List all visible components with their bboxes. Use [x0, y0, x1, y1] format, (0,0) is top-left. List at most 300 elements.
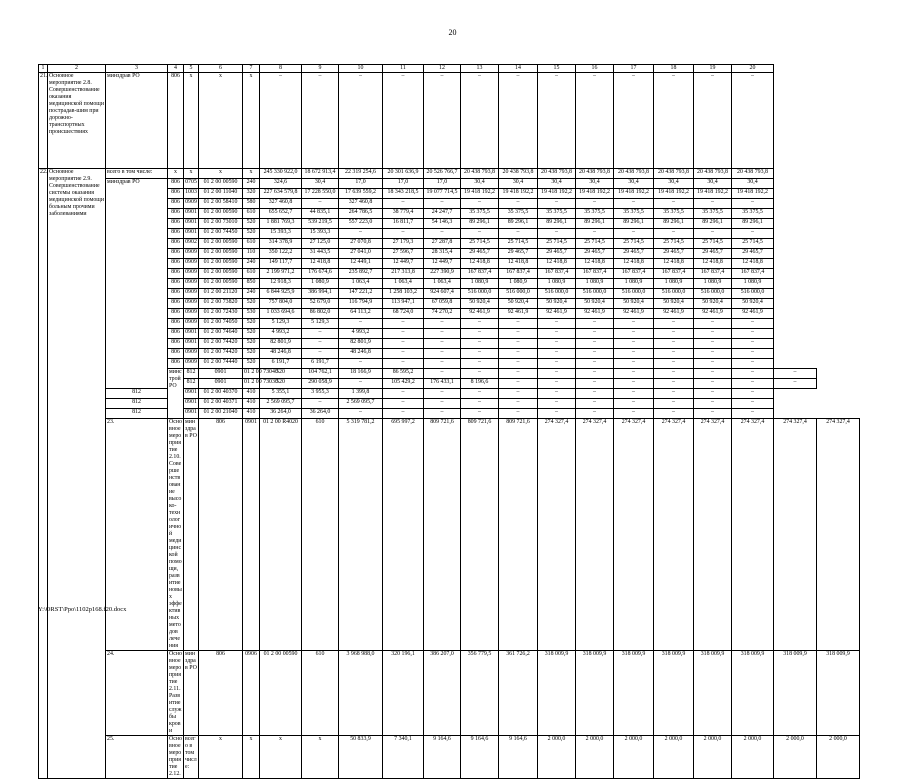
col-header: 11 [383, 65, 424, 73]
value-cell: 806 [168, 249, 184, 259]
value-cell: – [424, 319, 461, 329]
executor-cell: минздрав РО [106, 179, 168, 389]
value-cell: – [461, 329, 499, 339]
value-cell: 50 920,4 [654, 299, 694, 309]
value-cell: – [461, 339, 499, 349]
value-cell: – [538, 339, 576, 349]
value-cell: 19 418 192,2 [654, 189, 694, 199]
value-cell: 113 947,1 [383, 299, 424, 309]
value-cell: 89 296,1 [614, 219, 654, 229]
value-cell: – [383, 229, 424, 239]
value-cell: 12 449,1 [339, 259, 383, 269]
value-cell: 0909 [184, 289, 199, 299]
value-cell: 1 080,9 [654, 279, 694, 289]
value-cell: 167 837,4 [538, 269, 576, 279]
value-cell: 01 2 00 72430 [199, 309, 243, 319]
value-cell: 20 526 766,7 [424, 169, 461, 179]
value-cell: 110 [243, 249, 260, 259]
value-cell: 0909 [184, 279, 199, 289]
value-cell: – [461, 73, 499, 169]
value-cell: 19 418 192,2 [732, 189, 774, 199]
value-cell: 0705 [184, 179, 199, 189]
value-cell: – [461, 409, 499, 419]
value-cell: 25 714,5 [576, 239, 614, 249]
value-cell: 520 [243, 219, 260, 229]
value-cell: 30,4 [499, 179, 538, 189]
value-cell: 0901 [184, 329, 199, 339]
value-cell: 35 375,5 [614, 209, 654, 219]
value-cell: – [732, 369, 774, 379]
value-cell: 520 [243, 229, 260, 239]
value-cell: 6 844 925,9 [260, 289, 302, 299]
value-cell: 176 674,6 [302, 269, 339, 279]
value-cell: – [694, 73, 732, 169]
value-cell: 147 221,2 [339, 289, 383, 299]
value-cell: 92 461,9 [538, 309, 576, 319]
value-cell: 2 000,0 [576, 736, 614, 779]
value-cell: x [184, 73, 199, 169]
value-cell: 812 [106, 409, 168, 419]
value-cell: 86 802,0 [302, 309, 339, 319]
value-cell: – [538, 389, 576, 399]
value-cell: 64 113,2 [339, 309, 383, 319]
value-cell: 35 375,5 [654, 209, 694, 219]
value-cell: 30,4 [576, 179, 614, 189]
value-cell: 361 726,2 [499, 651, 538, 736]
table-row [39, 399, 860, 409]
value-cell: – [694, 369, 732, 379]
value-cell: – [774, 379, 817, 389]
value-cell: 2 199 971,2 [260, 269, 302, 279]
value-cell: 806 [168, 339, 184, 349]
value-cell: 27 070,8 [339, 239, 383, 249]
value-cell: 54 146,3 [424, 219, 461, 229]
value-cell: x [199, 73, 243, 169]
value-cell: 01 2 00 21120 [199, 289, 243, 299]
value-cell: 2 000,0 [614, 736, 654, 779]
value-cell: x [243, 73, 260, 169]
value-cell: 25 714,5 [499, 239, 538, 249]
value-cell: 318 009,9 [817, 651, 860, 736]
value-cell: 0901 [199, 379, 243, 389]
value-cell: 30,4 [538, 179, 576, 189]
value-cell: 01 2 00 74420 [199, 339, 243, 349]
value-cell: – [461, 359, 499, 369]
value-cell: 89 296,1 [694, 219, 732, 229]
value-cell: – [732, 199, 774, 209]
value-cell: 0901 [243, 419, 260, 651]
value-cell: 9 164,6 [461, 736, 499, 779]
value-cell: – [654, 369, 694, 379]
value-cell: 17 228 550,0 [302, 189, 339, 199]
value-cell: 5 319 781,2 [339, 419, 383, 651]
value-cell: 7 340,1 [383, 736, 424, 779]
value-cell: 29 465,7 [732, 249, 774, 259]
value-cell: 516 000,0 [614, 289, 654, 299]
value-cell: – [732, 73, 774, 169]
value-cell: 695 997,2 [383, 419, 424, 651]
value-cell: – [614, 329, 654, 339]
value-cell: – [538, 359, 576, 369]
value-cell: 610 [302, 419, 339, 651]
value-cell: 6 191,7 [260, 359, 302, 369]
col-header: 16 [576, 65, 614, 73]
value-cell: 264 786,5 [339, 209, 383, 219]
value-cell: 516 000,0 [538, 289, 576, 299]
value-cell: – [576, 339, 614, 349]
value-cell: 30,4 [732, 179, 774, 189]
value-cell: 410 [243, 399, 260, 409]
value-cell: 2 000,0 [817, 736, 860, 779]
value-cell: – [302, 399, 339, 409]
value-cell: 17,0 [383, 179, 424, 189]
value-cell: – [694, 199, 732, 209]
value-cell: 18 672 913,4 [302, 169, 339, 179]
value-cell: 0901 [199, 369, 243, 379]
value-cell: 274 327,4 [694, 419, 732, 651]
value-cell: 01 2 00 00590 [260, 651, 302, 736]
value-cell: 12 449,7 [424, 259, 461, 269]
value-cell: 1 080,9 [694, 279, 732, 289]
value-cell: 2 569 095,7 [260, 399, 302, 409]
value-cell: 806 [168, 259, 184, 269]
value-cell: 240 [243, 289, 260, 299]
value-cell: – [461, 389, 499, 399]
value-cell: – [461, 369, 499, 379]
value-cell: 25 714,5 [614, 239, 654, 249]
value-cell: 01 2 00 74450 [199, 229, 243, 239]
value-cell: x [168, 169, 184, 179]
value-cell: 812 [184, 379, 199, 389]
value-cell: – [732, 379, 774, 389]
executor-cell: минстрой РО [168, 369, 184, 419]
value-cell: 227 390,9 [424, 269, 461, 279]
value-cell: – [424, 409, 461, 419]
value-cell: – [499, 359, 538, 369]
value-cell: – [576, 399, 614, 409]
value-cell: 520 [260, 379, 302, 389]
value-cell: – [614, 359, 654, 369]
value-cell: 290 058,9 [302, 379, 339, 389]
executor-cell: всего в том числе: [106, 169, 168, 179]
value-cell: – [732, 399, 774, 409]
col-header: 19 [694, 65, 732, 73]
value-cell: 01 2 00 74050 [199, 319, 243, 329]
value-cell: – [576, 409, 614, 419]
value-cell: x [184, 169, 199, 179]
value-cell: – [424, 339, 461, 349]
value-cell: 48 246,8 [339, 349, 383, 359]
value-cell: 274 327,4 [817, 419, 860, 651]
value-cell: – [654, 409, 694, 419]
header-row [39, 65, 860, 73]
value-cell: – [654, 229, 694, 239]
value-cell: – [424, 229, 461, 239]
value-cell: 0909 [184, 299, 199, 309]
value-cell: 0901 [184, 229, 199, 239]
value-cell: 557 223,0 [339, 219, 383, 229]
col-header: 10 [339, 65, 383, 73]
value-cell: 167 837,4 [694, 269, 732, 279]
value-cell: 92 461,9 [732, 309, 774, 319]
value-cell: 167 837,4 [654, 269, 694, 279]
value-cell: x [199, 169, 243, 179]
value-cell: – [694, 379, 732, 389]
col-header: 15 [538, 65, 576, 73]
value-cell: 92 461,9 [654, 309, 694, 319]
value-cell: 19 418 192,2 [538, 189, 576, 199]
value-cell: – [654, 389, 694, 399]
page-number: 20 [448, 28, 457, 37]
measure-name: Основное мероприятие 2.8. Совершенствование оказания медицинской помощи пострадав-шим при дорожно-транспортных происшествиях [48, 73, 106, 169]
value-cell: 806 [168, 229, 184, 239]
value-cell: 01 2 00 74420 [199, 349, 243, 359]
value-cell: 809 721,6 [424, 419, 461, 651]
value-cell: 20 301 636,9 [383, 169, 424, 179]
value-cell: 01 2 00 73820 [199, 299, 243, 309]
value-cell: 274 327,4 [576, 419, 614, 651]
row-number: 22. [39, 169, 48, 779]
value-cell: 01 2 00 74440 [199, 359, 243, 369]
value-cell: 25 714,5 [694, 239, 732, 249]
value-cell: 809 721,6 [499, 419, 538, 651]
table-row [39, 169, 860, 179]
value-cell: 1 063,4 [339, 279, 383, 289]
row-number: 21. [39, 73, 48, 169]
value-cell: 806 [199, 651, 243, 736]
value-cell: 89 296,1 [576, 219, 614, 229]
value-cell: 318 009,9 [538, 651, 576, 736]
value-cell: 318 009,9 [732, 651, 774, 736]
value-cell: 50 920,4 [732, 299, 774, 309]
col-header: 2 [48, 65, 106, 73]
value-cell: 92 461,9 [694, 309, 732, 319]
table-row [39, 73, 860, 169]
value-cell: 806 [199, 419, 243, 651]
value-cell: 0902 [184, 239, 199, 249]
value-cell: 35 375,5 [732, 209, 774, 219]
value-cell: 924 607,4 [424, 289, 461, 299]
value-cell: 806 [168, 279, 184, 289]
value-cell: 2 000,0 [774, 736, 817, 779]
value-cell: – [499, 339, 538, 349]
value-cell: – [614, 379, 654, 389]
value-cell: – [654, 359, 694, 369]
value-cell: 20 438 793,8 [732, 169, 774, 179]
value-cell: – [654, 73, 694, 169]
value-cell: 2 000,0 [694, 736, 732, 779]
value-cell: 539 219,5 [302, 219, 339, 229]
value-cell: – [383, 399, 424, 409]
col-header: 14 [499, 65, 538, 73]
table-row [39, 389, 860, 399]
measure-name: Основное мероприятие 2.9. Совершенствование системы оказания медицинской помощи больным прочими заболеваниями [48, 169, 106, 779]
value-cell: 0901 [184, 399, 199, 409]
value-cell: 240 [243, 259, 260, 269]
value-cell: 610 [243, 209, 260, 219]
value-cell: – [538, 229, 576, 239]
value-cell: 1 063,4 [383, 279, 424, 289]
value-cell: 516 000,0 [499, 289, 538, 299]
value-cell: 30,4 [461, 179, 499, 189]
value-cell: 25 714,5 [538, 239, 576, 249]
value-cell: 25 714,5 [461, 239, 499, 249]
value-cell: 1003 [184, 189, 199, 199]
value-cell: 806 [168, 209, 184, 219]
value-cell: 19 418 192,2 [461, 189, 499, 199]
value-cell: 386 207,0 [424, 651, 461, 736]
value-cell: – [614, 389, 654, 399]
value-cell: 68 724,0 [383, 309, 424, 319]
value-cell: 24 247,7 [424, 209, 461, 219]
value-cell: – [614, 319, 654, 329]
value-cell: 516 000,0 [576, 289, 614, 299]
value-cell: 35 375,5 [461, 209, 499, 219]
value-cell: 82 801,9 [339, 339, 383, 349]
value-cell: 167 837,4 [614, 269, 654, 279]
col-header: 12 [424, 65, 461, 73]
value-cell: 01 2 00 00590 [199, 239, 243, 249]
value-cell: 12 418,8 [614, 259, 654, 269]
value-cell: – [614, 199, 654, 209]
value-cell: 0909 [184, 349, 199, 359]
value-cell: – [461, 349, 499, 359]
row-number: 23. [106, 419, 168, 651]
value-cell: 52 679,0 [302, 299, 339, 309]
measure-name: Основное мероприятие 2.12. [169, 736, 182, 777]
value-cell: – [383, 339, 424, 349]
value-cell: – [538, 329, 576, 339]
value-cell: 520 [243, 359, 260, 369]
value-cell: – [383, 389, 424, 399]
value-cell: 20 438 793,8 [576, 169, 614, 179]
value-cell: 0901 [184, 339, 199, 349]
value-cell: 5 129,3 [260, 319, 302, 329]
value-cell: 17,0 [424, 179, 461, 189]
col-header: 7 [243, 65, 260, 73]
value-cell: 1 881 769,3 [260, 219, 302, 229]
value-cell: 0909 [184, 259, 199, 269]
value-cell: 2 000,0 [732, 736, 774, 779]
value-cell: 20 438 793,8 [461, 169, 499, 179]
value-cell: 15 393,3 [260, 229, 302, 239]
value-cell: 386 994,1 [302, 289, 339, 299]
value-cell: 19 077 714,5 [424, 189, 461, 199]
value-cell: – [383, 199, 424, 209]
value-cell: 89 296,1 [654, 219, 694, 229]
value-cell: 74 270,2 [424, 309, 461, 319]
value-cell: 806 [168, 179, 184, 189]
col-header: 20 [732, 65, 774, 73]
value-cell: – [383, 349, 424, 359]
value-cell: 30,4 [614, 179, 654, 189]
value-cell: 18 343 218,5 [383, 189, 424, 199]
value-cell: – [576, 369, 614, 379]
value-cell: – [302, 349, 339, 359]
value-cell: 610 [243, 239, 260, 249]
value-cell: – [614, 369, 654, 379]
value-cell: – [694, 329, 732, 339]
value-cell: 01 2 00 11040 [199, 189, 243, 199]
value-cell: – [499, 329, 538, 339]
col-header: 1 [39, 65, 48, 73]
value-cell: – [538, 349, 576, 359]
value-cell: 19 418 192,2 [614, 189, 654, 199]
table-row [39, 651, 860, 736]
value-cell: 812 [184, 369, 199, 379]
value-cell: 19 418 192,2 [694, 189, 732, 199]
value-cell: 01 2 00 00590 [199, 269, 243, 279]
value-cell: 1 063,4 [424, 279, 461, 289]
value-cell: 29 465,7 [576, 249, 614, 259]
value-cell: – [654, 349, 694, 359]
table-row [39, 736, 860, 779]
value-cell: – [732, 389, 774, 399]
value-cell: 12 418,8 [576, 259, 614, 269]
value-cell: – [576, 389, 614, 399]
value-cell: – [383, 329, 424, 339]
value-cell: 1 080,9 [732, 279, 774, 289]
value-cell: – [576, 73, 614, 169]
value-cell: – [499, 409, 538, 419]
value-cell: – [732, 319, 774, 329]
value-cell: – [538, 199, 576, 209]
value-cell: 15 393,3 [302, 229, 339, 239]
value-cell: 2 000,0 [654, 736, 694, 779]
value-cell: 92 461,9 [499, 309, 538, 319]
value-cell: 516 000,0 [732, 289, 774, 299]
value-cell: 50 920,4 [499, 299, 538, 309]
value-cell: 327 460,8 [339, 199, 383, 209]
value-cell: – [654, 379, 694, 389]
col-header: 18 [654, 65, 694, 73]
value-cell: 0909 [184, 199, 199, 209]
value-cell: 50 920,4 [461, 299, 499, 309]
value-cell: – [694, 409, 732, 419]
value-cell: 17 639 559,2 [339, 189, 383, 199]
value-cell: 12 918,3 [260, 279, 302, 289]
value-cell: 320 196,1 [383, 651, 424, 736]
value-cell: 167 837,4 [732, 269, 774, 279]
value-cell: 530 [243, 309, 260, 319]
table-row [39, 409, 860, 419]
value-cell: – [302, 329, 339, 339]
value-cell: 17,0 [339, 179, 383, 189]
value-cell: – [576, 229, 614, 239]
value-cell: 227 634 579,8 [260, 189, 302, 199]
value-cell: 327 460,8 [260, 199, 302, 209]
value-cell: – [424, 199, 461, 209]
value-cell: – [694, 339, 732, 349]
value-cell: 0901 [184, 389, 199, 399]
value-cell: – [461, 229, 499, 239]
value-cell: 01 2 00 00590 [199, 259, 243, 269]
value-cell: – [424, 349, 461, 359]
value-cell: – [614, 339, 654, 349]
value-cell: 86 595,2 [383, 369, 424, 379]
value-cell: – [774, 369, 817, 379]
measure-name: Основное мероприятие 2.10. Совершенствование высоко-технологичной медицинской помощи, развитие новых эффективных методов лечения [169, 419, 182, 649]
value-cell: – [538, 409, 576, 419]
value-cell: 217 313,8 [383, 269, 424, 279]
value-cell: 318 009,9 [576, 651, 614, 736]
col-header: 8 [260, 65, 302, 73]
value-cell: x [243, 736, 260, 779]
value-cell: – [499, 73, 538, 169]
value-cell: 35 375,5 [576, 209, 614, 219]
value-cell: 35 375,5 [538, 209, 576, 219]
value-cell: 235 892,7 [339, 269, 383, 279]
